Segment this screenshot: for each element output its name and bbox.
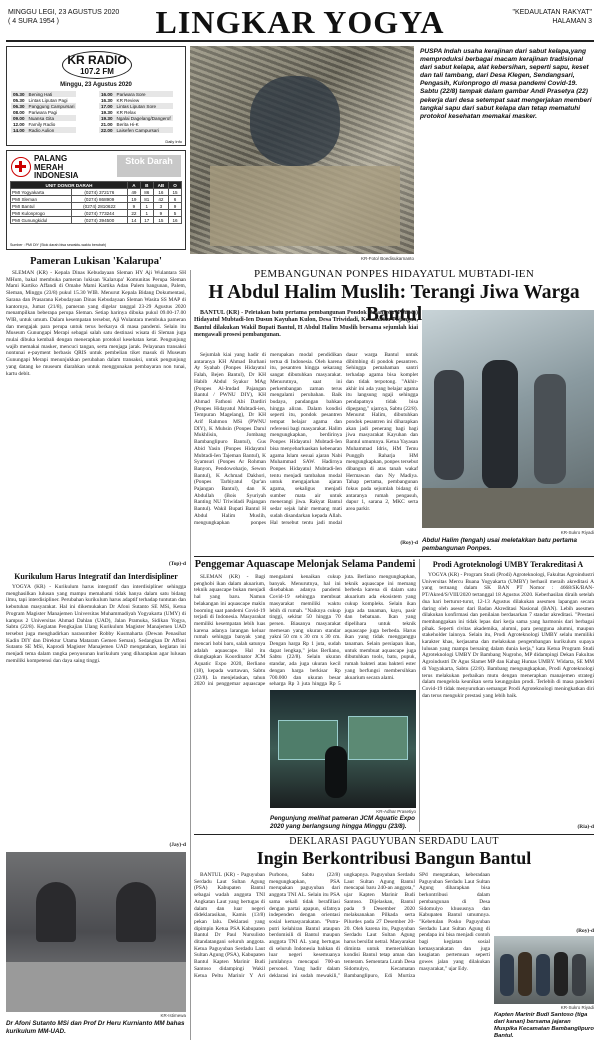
stok-darah-badge: Stok Darah	[117, 155, 181, 177]
date-line: MINGGU LEGI, 23 AGUSTUS 2020	[8, 9, 120, 16]
radio-schedule-row	[99, 127, 173, 133]
pmi-row	[11, 203, 182, 210]
radio-program: KR Relax	[116, 109, 136, 115]
pmi-header-cell: AB	[153, 182, 168, 189]
pmi-row	[11, 189, 182, 196]
radio-note: Daily Info	[165, 139, 182, 144]
serdadu-kicker: DEKLARASI PAGUYUBAN SERDADU LAUT	[289, 836, 499, 847]
radio-time: 05.30	[13, 91, 25, 97]
prodi-body	[422, 572, 594, 824]
radio-time: 08.00	[13, 109, 25, 115]
pmi-stock: 42	[153, 196, 168, 203]
pmi-box	[6, 150, 186, 250]
pmi-stock: 19	[127, 196, 140, 203]
pmi-stock: 9	[127, 203, 140, 210]
radio-program: Family Radio	[28, 121, 56, 127]
prodi-divider	[419, 559, 420, 832]
prodi-text: YOGYA (KR) - Program Studi (Prodi) Agroteknologi, Fakultas Agroindustri Universitas Mercu Buana Yogyakarta (UMBY) berhasil meraih akreditasi A yang tertuang dalam SK BAN PT Nomor : 4668/SK/BAN-PT/Akred/S/VIII/2020 tertanggal 18 Agustus 2020. Keberhasilan diraih setelah dua hari berturut-turut, 12-13 Agustus dilakukan asesmen lapangan secara daring oleh asesor dari Badan Akreditasi Nasional (BAN). Lebih asesmen dilakukan konfirmasi dan penilaian berdasarkan 7 standar akreditasi. "Prestasi membanggakan ini tidak lepas dari kerja sama yang harmonis dari berbagai pihak. Seperti civitas akademika, alumni, para pengguna alumni, maupun stakeholder lainnya. Selain itu, Prodi Agroteknologi UMBY selalu memiliki karakter khas, kerjasama dan melakukan pengembangan kurikulum supaya lulusan yang mampu bersaing dalam dunia kerja," kata Ketua Program Studi Agroteknologi UMBY Dr Bambang Nugroho, MP didampingi Dekan Fakultas Agroindustri Dr Agus Slamet MP dan Kahag Humas UMBY. Widarta, SE MM di Yogyakarta, Sabtu (22/8). Bambang mengungkapkan, Prodi Agroteknologi terus melakukan perbaikan mutu dengan menerapkan manajemen strategi dalam mengelola keunikan serta keunggulan prodi. Terlebih di masa pandemi Covid-19 tidak menyurutkan semangat Prodi Agroteknologi meningkatkan diri dan terus mengukir prestasi yang lebih baik.	[422, 572, 594, 699]
serdadu-headline: Ingin Berkontribusi Bangun Bantul	[256, 848, 532, 868]
serdadu-photo-caption: Kapten Marinir Budi Santoso (tiga dari kanan) bersama jajaran Muspika Kecamatan Bambanglipuro Bantul.	[494, 1012, 594, 1039]
main-body-text: Sejumlah kiai yang hadir di antaranya KH Ahmad Burhani Ay Syahab (Ponpes Hidayatul Falah, Bejen Bantul), Dr KH Habib Abdul Syakur MAg (Ponpes Al-Imdad Pajangan Bantul / PWNU DIY), KH Ahmad Fathoni Abi Dardiri (Ponpes Hidayatul Mubtadi-ien, Tempuran Magelang), Dr KH Arif Rahmon MSi (PWNU DIY), K Muhsin (Ponpes Darul Mukhlisin, Jombang Bambanglipuro Bantul), Gus Abid Yasin (Ponpes Hidayatul Mubtadi-Ien Tajeman Bantul), K Syamsuri (Ponpes Ar Rohman Banyon, Pendowoharjo, Sewon Bantul), K Achmad Dakhori, (Ponpes Tarbiyatul Qur'an Pajangan Bantul), dan K Abdullah (Bois Syuriyah Ranting NU Triwidadi Pajangan Bantul). Wakil Bupati Bantul H Abdul Halim Muslih, mengungkapkan ponpes merupakan modal pendidikan tertua di Indonesia. Oleh karena itu, pesantren hingga sekarang sangat dibutuhkan masyarakat. Menurutnya, saat ini perkembangan zaman terus mengalami perubahan. Baik budaya, pandangan bahkan hingga aliran. Dalam kondisi seperti itu, pondok pesantren tempat belajar agama dan referensi bagi masyarakat. Halim mengungkapkan, berdirinya Ponpes Hidayatul Mubtadi-Ien bisa menyebarluaskan kebenaran agama Islam sesuai ajaran Nabi Muhammad SAW. Hadirnya Ponpes Hidayatul Mubtadi-Ien tentu menjadi tambahan modal untuk mengajarkan ajaran agama, sekaligus menjadi sumber mata air untuk menerangi jiwa. Rakyat Bantul sedar sejak lahir memang mati sudah disandarkan kepada Allah. Hal tersebut tentu jadi modal dasar warga Bantul untuk dibimbing di pondok pesantren. Sehingga pemahaman santri terhadap agama bisa komplet dan tidak terpotong. "Akhir-akhir ini ada yang belajar agama itu langsung ngaji sehingga pendapatnya tidak bisa dipegang," ujarnya, Sabtu (22/8). Menurut Halim, dibutuhkan pondok pesantren ini diharapkan akan jadi penerang bagi bagi jiwa masyarakat Kayuhan dan Bantul umumnya. Ketua Yayasan Muhammad Idris, HM Temu Punggih Raharja HM mengungkapkan, ponpes tersebut dibangun di atas tanah wakaf Hermawan dan Ny Madiya. Tahap pertama, pembangunan fokus pada sejumlah bidang di antaranya rumah pengasuh, dapur 1, sarana 2, MKC serta area parkir.	[194, 352, 418, 526]
radio-time: 05.30	[13, 97, 25, 103]
radio-freq: 107.2 FM	[80, 67, 114, 76]
page-number: HALAMAN 3	[552, 18, 592, 25]
pmi-stock: 5	[169, 210, 182, 217]
pmi-phone: (0274) 868909	[71, 196, 127, 203]
radio-program: Pariwara Pagi	[28, 109, 58, 115]
serdadu-sign: (Roy)-d	[576, 928, 594, 934]
aquascape-headline: Penggemar Aquascape Melonjak Selama Pandemi	[194, 559, 416, 570]
radio-program: Pariwara Sore	[116, 91, 146, 97]
pmi-stock: 86	[140, 189, 153, 196]
pmi-source: Sumber : PMI DIY (Stok darah bisa sewaktu-waktu berubah)	[10, 243, 107, 247]
masthead: LINGKAR YOGYA	[155, 4, 445, 40]
pmi-logo	[11, 157, 31, 177]
main-lead-text: BANTUL (KR) - Peletakan batu pertama pembangunan Pondok Pesantren (Ponpes) Hidayatul Mubtadi-Ien Dusun Kayuhan Kulon, Desa Triwidadi, Kecamatan Pajangan, Bantul dilakukan Wakil Bupati Bantul, H Abdul Halim Muslih bersama sejumlah kiai mengawali prosesi pembangunan.	[194, 310, 418, 339]
serdadu-photo	[494, 936, 594, 1004]
mid-rule	[194, 556, 594, 557]
pmi-stock: 9	[153, 210, 168, 217]
serdadu-photo-credit: KR-Sukro Riyadi	[560, 1005, 594, 1010]
header-rule	[6, 40, 594, 42]
aquascape-text: SLEMAN (KR) - Bagi penghobi ikan dalam akuarium, teknik aquascape bukan menjadi hal yang baru. Namun belakangan ini aquascape makin booming saat pandemi Covid-19 terjadi di Indonesia. Masyarakat memiliki kesempatan lebih luas karena adanya larangan keluar rumah sehingga banyak yang mencari hobi baru, salah satunya adalah aquascape. Hal itu diungkapkan Koordinator JCM Aquatic Expo 2020, Berliano (18), kepada wartawan, Sabtu (22/8). Ia menjelaskan, tahun 2020 ini penggemar aquascape mengalami kenaikan cukup banyak. Menurutnya, hal ini disebabkan adanya pandemi Covid-19 sehingga membuat masyarakat memiliki waktu lebih di rumah. "Naiknya cukup tinggi, sekitar 50 hingga 70 persen. Biasanya masyarakat memesan yang ukuran standar yakni 50 cm x 30 cm x 30 cm. Dengan harga Rp 1 juta, sudah dapat lengkap," jelas Berliano, Sabtu (22/8). Selain ukuran standar, ada juga ukuran kecil dengan harga berkisar Rp 700.000 dan ukuran besar seharga Rp 3 juta hingga Rp 5 juta. Berliano mengungkapkan, teknik aquascape ini memang berbeda karena di dalam satu akuarium ada ekosistem yang cukup kompleks. Selain ikan juga ada tanaman, kayu, pasir dan bebatuan. Ikan yang dipelihara untuk teknik aquascape juga berbeda. Harus ikan yang tidak mengganggu tanaman. Selain persiapan ikan, untuk membuat aquascape juga dibutuhkan tools, batu, pupuk, rumah bakteri atau bakteri ester yang berfungsi membersihkan akuarium secara alami.	[194, 574, 416, 688]
pmi-phone: (0274) 2810622	[71, 203, 127, 210]
main-lead	[194, 310, 418, 350]
radio-box	[6, 46, 186, 146]
radio-program: Bening Hati	[28, 91, 53, 97]
pmi-header-cell: A	[127, 182, 140, 189]
pmi-unit: PMI Kulonprogo	[11, 210, 72, 217]
lukisan-body	[6, 270, 186, 560]
pmi-stock: 6	[169, 196, 182, 203]
pmi-stock: 1	[140, 203, 153, 210]
radio-time: 09.00	[13, 115, 25, 121]
lukisan-headline: Pameran Lukisan 'Kalarupa'	[30, 256, 162, 267]
lukisan-sign: (Top)-d	[168, 561, 186, 567]
pmi-row	[11, 196, 182, 203]
main-headline: H Abdul Halim Muslih: Terangi Jiwa Warga Bantul	[208, 282, 580, 325]
pmi-header-cell: UNIT DONOR DARAH	[11, 182, 128, 189]
radio-time: 06.30	[13, 103, 25, 109]
radio-schedule-row	[99, 115, 173, 121]
suro-line: ( 4 SURA 1954 )	[8, 18, 59, 25]
prodi-headline: Prodi Agroteknologi UMBY Terakreditasi A	[432, 560, 584, 569]
radio-program: Lintas Liputan Pagi	[28, 97, 68, 103]
radio-time: 14.00	[13, 127, 25, 133]
pmi-row	[11, 217, 182, 224]
prodi-sign: (Ria)-d	[577, 824, 594, 830]
radio-schedule-row	[11, 103, 76, 109]
left-divider	[190, 270, 191, 1040]
pmi-stock: 16	[153, 189, 168, 196]
radio-program: Panggung Campursari	[28, 103, 75, 109]
aquascape-photo	[270, 690, 416, 808]
aquascape-photo-credit: KR-Adhar Prasetiyo	[376, 809, 416, 814]
kurikulum-photo-caption: Dr Afoni Sutanto MSi dan Prof Dr Heru Kurnianto MM bahas kurikulum MM-UAD.	[6, 1020, 185, 1035]
top-photo-credit: KR-Foto/ Boedisukarnanto	[360, 256, 414, 261]
pmi-stock: 15	[169, 189, 182, 196]
pmi-table	[10, 181, 182, 224]
aquascape-photo-caption: Pengunjung melihat pameran JCM Aquatic Expo 2020 yang berlangsung hingga Minggu (23/8).	[270, 815, 415, 830]
lukisan-text: SLEMAN (KR) - Kepala Dinas Kebudayaan Sleman HY Aji Wulantara SH MHum, bakal membuka pameran lukisan 'Kalarupa' Komunitas Perupa Sleman Mami Kartiko Affandi di Omahe Mami Kartika Adan Palem bangunan, Palem, Sleman, Minggu (23/8) pukul 15.30 WIB. Menurut Kepala Bidang Dokumentasi, Sarana dan Prasarana Kebudayaan Dinas Kebudayaan Sleman Wasita SS MAP di kantornya, Jumat (21/8), pameran yang digelar tanggal 23-29 Agustus 2020 menampilkan beberapa perupa Sleman. Setiap harinya dibuka pukul 09.00-17.00 WIB, untuk umum. Dalam kesempatan tersebut, Aji Wulantara membuka pameran dan mengajak para perupa untuk terus berkarya di masa pandemi. Selain itu Museum Gunungapi Merapi sebagai salah satu destinasi wisata di Sleman juga mulai dibuka kembali dengan menerapkan protokol kesehatan ketat. Pengunjung wajib memakai masker, mencuci tangan, serta menjaga jarak. Pelayanan transaksi nontunai e-payment berbasis QRIS untuk pembelian tiket masuk di Museum Gunungapi Merapi menunjukkan perubahan dalam transaksi, untuk pengunjung yang datang ke museum diarahkan untuk menggunakan pembayaran non tunai, kartu debit.	[6, 270, 186, 377]
radio-program: Radio Aulion	[28, 127, 55, 133]
pmi-phone: (0274) 394500	[71, 217, 127, 224]
radio-program: Berita Hi-K	[116, 121, 139, 127]
pmi-stock: 3	[153, 203, 168, 210]
radio-program: Lintas Liputan Sore	[116, 103, 157, 109]
pmi-stock: 22	[127, 210, 140, 217]
serdadu-body	[194, 872, 490, 1044]
pmi-unit: PMI Sleman	[11, 196, 72, 203]
kurikulum-sign: (Jay)-d	[169, 842, 186, 848]
pmi-unit: PMI Yogyakarta	[11, 189, 72, 196]
main-kicker: PEMBANGUNAN PONPES HIDAYATUL MUBTADI-IEN	[253, 268, 535, 280]
main-body	[194, 352, 418, 548]
pmi-stock: 9	[169, 203, 182, 210]
pmi-title	[34, 155, 78, 181]
pmi-header-row	[11, 182, 182, 189]
header-right	[512, 8, 592, 26]
radio-schedule-right	[99, 91, 173, 133]
kurikulum-body	[6, 584, 186, 832]
pmi-stock: 81	[140, 196, 153, 203]
radio-time: 16.30	[101, 97, 113, 103]
pmi-stock: 17	[140, 217, 153, 224]
radio-program: KR Review	[116, 97, 140, 103]
halim-photo	[422, 310, 594, 528]
top-photo-caption: PUSPA Indah usaha kerajinan dari sabut kelapa,yang memproduksi berbagai macam kerajinan tradisional dari sabut kelapa, alat kebersihan, seperti sapu, keset dan tali tambang, dari Desa Klegen, Sendangsari, Pengasih, Kulonprogo di masa pandemi Covid-19. Sabtu (22/8) tampak dalam gambar Andi Prasetya (22) pekerja dari desa setempat saat mengerjakan memberi tangkai sapu dari sabut kelapa dan tetap mematuhi protokol kesehatan memakai masker.	[420, 48, 592, 120]
pmi-header-cell: B	[140, 182, 153, 189]
halim-photo-caption: Abdul Halim (tengah) usai meletakkan batu pertama pembangunan Ponpes.	[422, 537, 578, 552]
pmi-phone: (0274) 773244	[71, 210, 127, 217]
kurikulum-headline: Kurikulum Harus Integratif dan Interdisipliner	[14, 572, 178, 581]
pmi-title-2: MERAH	[34, 162, 64, 172]
pmi-phone: (0274) 372176	[71, 189, 127, 196]
top-photo	[190, 46, 414, 254]
radio-time: 16.00	[101, 91, 113, 97]
pmi-stock: 16	[169, 217, 182, 224]
kurikulum-text: YOGYA (KR) - Kurikulum harus integratif dan interdisipliner sehingga menghasilkan lulusan yang mampu memahami tidak hanya dalam satu bidang ilmu, tapi interdisipliner. Perubahan kurikulum harus adaptif terhadap tuntutan dan kebutuhan masyarakat. Hal ini dikemukakan Dr Afoni Sutanto SE MSi, Ketua Program Magister Manajemen Universitas Muhammadiyah Yogyakarta (UMY) di kampus 2 Universitas Ahmad Dahlan (UAD), Jalan Pramuka, Sidikan Yogya, Sabtu (22/8). Kegiatan Pengkajian Ulang Kurikulum Magister Manajemen UAD tersebut juga menghadirkan narasumber Robby Kusmaharta (Dewan Penasihat Kadin DIY dan Direktur Utama Mataram Gemen Seman). Sedangkan Dr Affoni Sutanto SE MSi, Kaprodi Magister Manajemen UAD mengatakan, kegiatan ini menjadi tema dalam rangka penyusunan kurikulum yang diharapkan agar lulusan memiliki kompetensi dan daya saing tinggi.	[6, 584, 186, 664]
radio-program: Ngalai Dagelang/Dangerof	[116, 115, 171, 121]
pmi-stock: 1	[140, 210, 153, 217]
radio-logo	[62, 51, 132, 79]
pmi-header-cell: O	[169, 182, 182, 189]
serdadu-rule	[194, 834, 594, 835]
radio-program: Laisefen Campursari	[116, 127, 159, 133]
pmi-stock: 49	[127, 189, 140, 196]
radio-time: 12.00	[13, 121, 25, 127]
radio-time: 21.00	[101, 121, 113, 127]
pmi-unit: PMI Gunungkidul	[11, 217, 72, 224]
pmi-stock: 15	[153, 217, 168, 224]
radio-time: 17.00	[101, 103, 113, 109]
radio-schedule-left	[11, 91, 76, 133]
radio-date: Minggu, 23 Agustus 2020	[60, 82, 132, 88]
pmi-unit: PMI Bantul	[11, 203, 72, 210]
radio-schedule-row	[11, 97, 76, 103]
kurikulum-photo-credit: KR-Istimewa	[160, 1013, 186, 1018]
pmi-title-1: PALANG	[34, 154, 68, 163]
radio-schedule-row	[11, 127, 76, 133]
pmi-row	[11, 210, 182, 217]
pmi-title-3: INDONESIA	[34, 171, 79, 180]
kurikulum-photo	[6, 852, 186, 1012]
serdadu-text: BANTUL (KR) - Paguyuban Serdadu Laut Sultan Agung (PSA) Kabupaten Bantul sebagai wadah anggota TNI Angkatan Laut yang bertugas di dalam dan luar negeri dideklarasikan, Kamis (13/8) pekan lalu. Deklarasi yang dipimpin Ketua PSA Kabupaten Bantul Dr Paul Nursulisto ditandatangani seluruh anggota. Ketua Paguyuban Serdadu Laut Sultan Agung (PSA), Kabupaten Bantul Kapten Marinir Budi Santoso didampingi Wakil Ketua Peltu Marinir Y Ari Purbono, Sabtu (22/8) mengungkapkan, PSA merupakan paguyuban dari anggota TNI AL. Selain itu PSA sama sekali tidak berafiliasi dengan partai apapun, sifatnya independen dengan orientasi sosial kemasyarakatan. "Putra-putri kelahiran Bantul ataupun berdomisili di Bantul maupun anggota TNI AL yang bertugas di seluruh Indonesia bahkan di luar negeri kesemuanya jumlahnya mencapai 700-an personel. Yang hadir dalam deklarasi ini sudah mewakili," ungkapnya. Paguyuban Serdadu Laut Sultan Agung Bantul mencapai baru 240-an anggota," ujar Kapten Marinir Budi Santoso. Dijelaskan, Bantul pada 9 Desember 2020 melaksanakan Pilkada serta Pilurdes pada 27 Desember 20-20. Oleh karena itu, Paguyuban Serdadu Laut Sultan Agung harus bersifat netral. Masyarakat diminta untuk memeriahkan kondisi Bantul tetap aman dan tenteram. Sementara Lurah Desa Sidomulyo, Kecamatan Bambanglipuro, Edi Murtiza SPd mengatakan, keberadaan Paguyuban Serdadu Laut Sultan Agung diharapkan bisa berkontribusi dalam pembangunan di Desa Sidomulyo khususnya dan Kabupaten Bantul umumnya. "Kebetulan Posko Paguyuban Serdadu Laut Sultan Agung di pendapa ini bisa menjadi contoh bagi kegiatan sosial kemasyarakatan dan juga keagiatan pertemuan seperti gowes jalan yang dilakukan masyarakat," ujar Edy.	[194, 872, 490, 979]
radio-name: KR RADIO	[67, 53, 127, 67]
radio-time: 22.00	[101, 127, 113, 133]
pmi-stock: 14	[127, 217, 140, 224]
radio-time: 19.30	[101, 109, 113, 115]
halim-photo-credit: KR-Sukro Riyadi	[560, 530, 594, 535]
main-sign: (Roy)-d	[400, 540, 418, 546]
radio-time: 19.30	[101, 115, 113, 121]
motto: "KEDAULATAN RAKYAT"	[512, 9, 592, 16]
radio-program: Nuansa Gita	[28, 115, 55, 121]
